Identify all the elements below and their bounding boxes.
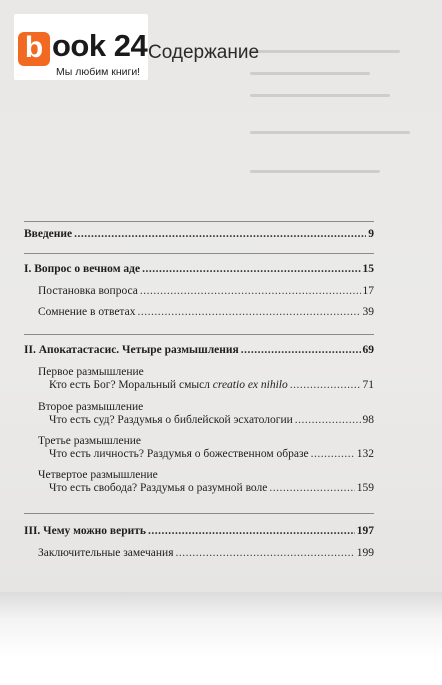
leader-dots xyxy=(74,228,366,240)
leader-dots xyxy=(148,525,355,537)
divider xyxy=(24,253,374,254)
divider xyxy=(24,334,374,335)
show-through-line xyxy=(250,94,390,97)
leader-dots xyxy=(137,306,360,318)
toc-part-page: 69 xyxy=(362,344,374,356)
show-through-line xyxy=(250,131,410,134)
page-title: Содержание xyxy=(148,42,260,63)
leader-dots xyxy=(269,482,354,494)
leader-dots xyxy=(295,414,361,426)
toc-entry-title: Что есть личность? Раздумья о божественном образе xyxy=(49,448,309,460)
meditation-heading: Третье размышление xyxy=(38,435,142,447)
leader-dots xyxy=(290,379,361,391)
toc-entry-page: 9 xyxy=(368,228,374,240)
toc-part-1[interactable] xyxy=(24,263,374,275)
toc-entry[interactable] xyxy=(38,285,374,297)
toc-entry-title-italic: creatio ex nihilo xyxy=(212,379,288,391)
leader-dots xyxy=(311,448,355,460)
toc-part-title: I. Вопрос о вечном аде xyxy=(24,263,141,275)
show-through-line xyxy=(250,50,400,53)
show-through-line xyxy=(250,72,370,75)
toc-entry-title: Заключительные замечания xyxy=(38,547,174,559)
toc-entry-page: 17 xyxy=(362,285,374,297)
divider xyxy=(24,221,374,222)
toc-entry-title: Что есть суд? Раздумья о библейской эсхатологии xyxy=(49,414,293,426)
toc-entry[interactable] xyxy=(49,414,374,426)
divider xyxy=(24,513,374,514)
toc-entry[interactable] xyxy=(38,306,374,318)
toc-entry[interactable] xyxy=(49,448,374,460)
toc-entry-page: 98 xyxy=(362,414,374,426)
toc-entry-page: 71 xyxy=(362,379,374,391)
leader-dots xyxy=(140,285,361,297)
logo-wordmark: ook 24 xyxy=(52,28,148,63)
toc-entry-page: 132 xyxy=(356,448,374,460)
toc-entry-title: Введение xyxy=(24,228,73,240)
meditation-heading: Четвертое размышление xyxy=(38,469,158,481)
logo-badge: b xyxy=(18,32,50,66)
toc-entry-title: Что есть свобода? Раздумья о разумной воле xyxy=(49,482,268,494)
toc-entry-title: Сомнение в ответах xyxy=(38,306,136,318)
leader-dots xyxy=(241,344,361,356)
toc-part-2[interactable] xyxy=(24,344,374,356)
leader-dots xyxy=(142,263,360,275)
toc-entry[interactable] xyxy=(49,482,374,494)
toc-entry[interactable] xyxy=(49,379,374,391)
show-through-line xyxy=(250,170,380,173)
toc-entry-title-text: Кто есть Бог? Моральный смысл xyxy=(49,379,210,391)
page-edge-shadow xyxy=(0,592,442,685)
toc-entry-page: 39 xyxy=(362,306,374,318)
toc-part-title: III. Чему можно верить xyxy=(24,525,146,537)
toc-part-page: 15 xyxy=(362,263,374,275)
logo-tagline: Мы любим книги! xyxy=(56,66,141,78)
toc-entry-intro[interactable] xyxy=(24,228,374,240)
toc-entry-title xyxy=(49,379,288,391)
meditation-heading: Первое размышление xyxy=(38,366,144,378)
toc-entry-title: Постановка вопроса xyxy=(38,285,138,297)
toc-part-title: II. Апокатастасис. Четыре размышления xyxy=(24,344,239,356)
toc-entry-page: 199 xyxy=(356,547,374,559)
leader-dots xyxy=(175,547,354,559)
toc-entry[interactable] xyxy=(38,547,374,559)
toc-part-page: 197 xyxy=(356,525,374,537)
book24-logo[interactable] xyxy=(14,14,148,80)
toc-entry-page: 159 xyxy=(356,482,374,494)
toc-part-3[interactable] xyxy=(24,525,374,537)
meditation-heading: Второе размышление xyxy=(38,401,144,413)
